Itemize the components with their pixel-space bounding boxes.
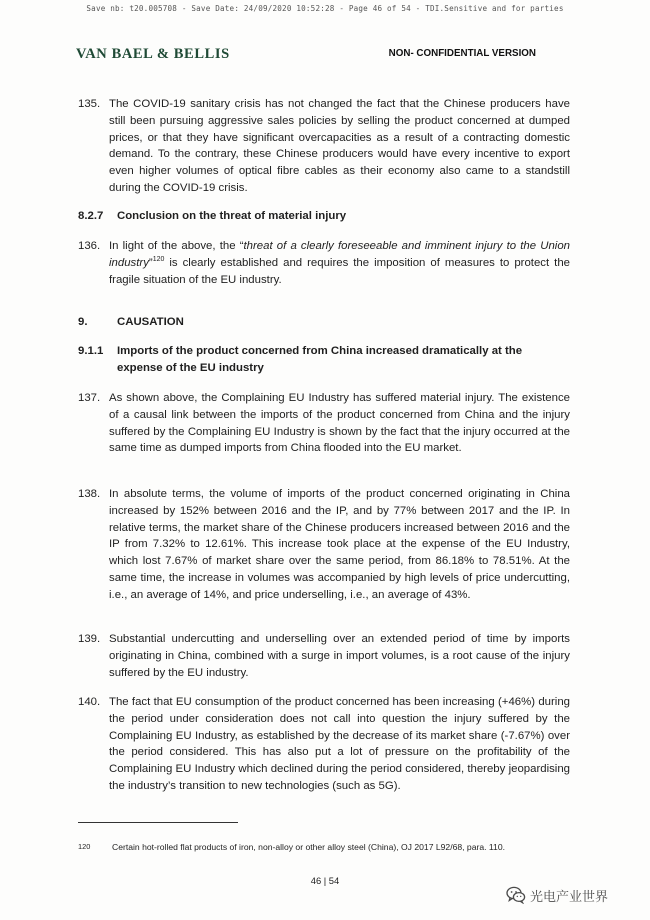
heading-text: Imports of the product concerned from China increased dramatically at the expense of the EU industry: [117, 345, 523, 374]
paragraph-number: 135.: [78, 98, 101, 110]
footnote-reference[interactable]: 120: [152, 256, 165, 263]
quoted-text: threat of a clearly foreseeable and imminent injury to the Union industry: [109, 240, 570, 269]
quote-close: ”: [148, 256, 153, 269]
paragraph-text: Substantial undercutting and underselling over an extended period of time by imports originating in China, combined with a surge in import volumes, is a root cause of the injury suffered by the EU industry.: [109, 633, 570, 679]
paragraph-number: 139.: [78, 633, 101, 645]
paragraph-text: [109, 238, 570, 288]
paragraph-140: [78, 694, 570, 795]
page-number: 46 | 54: [310, 875, 340, 886]
paragraph-text-rest: is clearly established and requires the imposition of measures to protect the fragile situation of the EU industry.: [109, 256, 570, 286]
heading-number: 9.: [78, 316, 88, 328]
paragraph-137: [78, 390, 570, 457]
paragraph-text: The COVID-19 sanitary crisis has not changed the fact that the Chinese producers have still been pursuing aggressive sales policies by selling the product concerned at dumped prices, or that they have significant overcapacities as a result of a contracting domestic demand. To the contrary, these Chinese producers would have every incentive to export even higher volumes of optical fibre cables as their economy also came to a standstill during the COVID-19 crisis.: [109, 98, 570, 194]
paragraph-135: [78, 96, 570, 197]
section-heading-9: [78, 314, 570, 331]
section-heading-8-2-7: [78, 208, 570, 225]
watermark-text: 光电产业世界: [530, 889, 609, 905]
paragraph-text: In absolute terms, the volume of imports of the product concerned originating in China increased by 152% between 2016 and the IP, and by 77% between 2017 and the IP. In relative terms, the market share of the Chinese producers increased between 2016 and the IP from 7.32% to 12.61%. This increase took place at the expense of the EU Industry, which lost 7.67% of market share over the same period, from 86.18% to 78.51%. At the same time, the increase in volumes was accompanied by high levels of price undercutting, i.e., an average of 14%, and price underselling, i.e., an average of 43%.: [109, 488, 570, 601]
heading-number: 9.1.1: [78, 345, 104, 357]
footnote-number: 120: [78, 842, 91, 851]
heading-text: Conclusion on the threat of material injury: [117, 210, 347, 222]
heading-number: 8.2.7: [78, 210, 104, 222]
paragraph-text: The fact that EU consumption of the product concerned has been increasing (+46%) during the period under consideration does not call into question the injury suffered by the Complaining EU Industry, as established by the decrease of its market share (-7.67%) over the period considered. This has also put a lot of pressure on the profitability of the Complaining EU Industry which declined during the period considered, thereby jeopardising the industry’s transition to new technologies (such as 5G).: [109, 696, 570, 792]
quote-open: In light of the above, the “: [109, 240, 244, 252]
paragraph-number: 137.: [78, 392, 101, 404]
footnote-text: Certain hot-rolled flat products of iron, non-alloy or other alloy steel (China), OJ 2017 L92/68, para. 110.: [112, 842, 505, 852]
paragraph-139: [78, 631, 570, 681]
paragraph-text: As shown above, the Complaining EU Industry has suffered material injury. The existence of a causal link between the imports of the product concerned from China and the injury suffered by the Complaining EU Industry is shown by the fact that the injury occurred at the same time as dumped imports from China flooded into the EU market.: [109, 392, 570, 455]
page-header: [76, 46, 536, 68]
paragraph-number: 136.: [78, 240, 101, 252]
footnote-120: [78, 841, 578, 853]
heading-text: CAUSATION: [117, 316, 184, 328]
watermark: [506, 884, 608, 906]
firm-logo: VAN BAEL & BELLIS: [76, 46, 230, 62]
paragraph-138: [78, 486, 570, 604]
save-info-bar: Save nb: t20.005708 - Save Date: 24/09/2020 10:52:28 - Page 46 of 54 - TDI.Sensitive and for parties: [86, 4, 564, 13]
section-heading-9-1-1: [78, 343, 570, 377]
paragraph-136: [78, 238, 570, 288]
paragraph-number: 140.: [78, 696, 101, 708]
confidentiality-label: NON- CONFIDENTIAL VERSION: [388, 48, 536, 59]
footnote-separator: [78, 822, 238, 823]
paragraph-number: 138.: [78, 488, 101, 500]
wechat-icon: [506, 886, 526, 904]
